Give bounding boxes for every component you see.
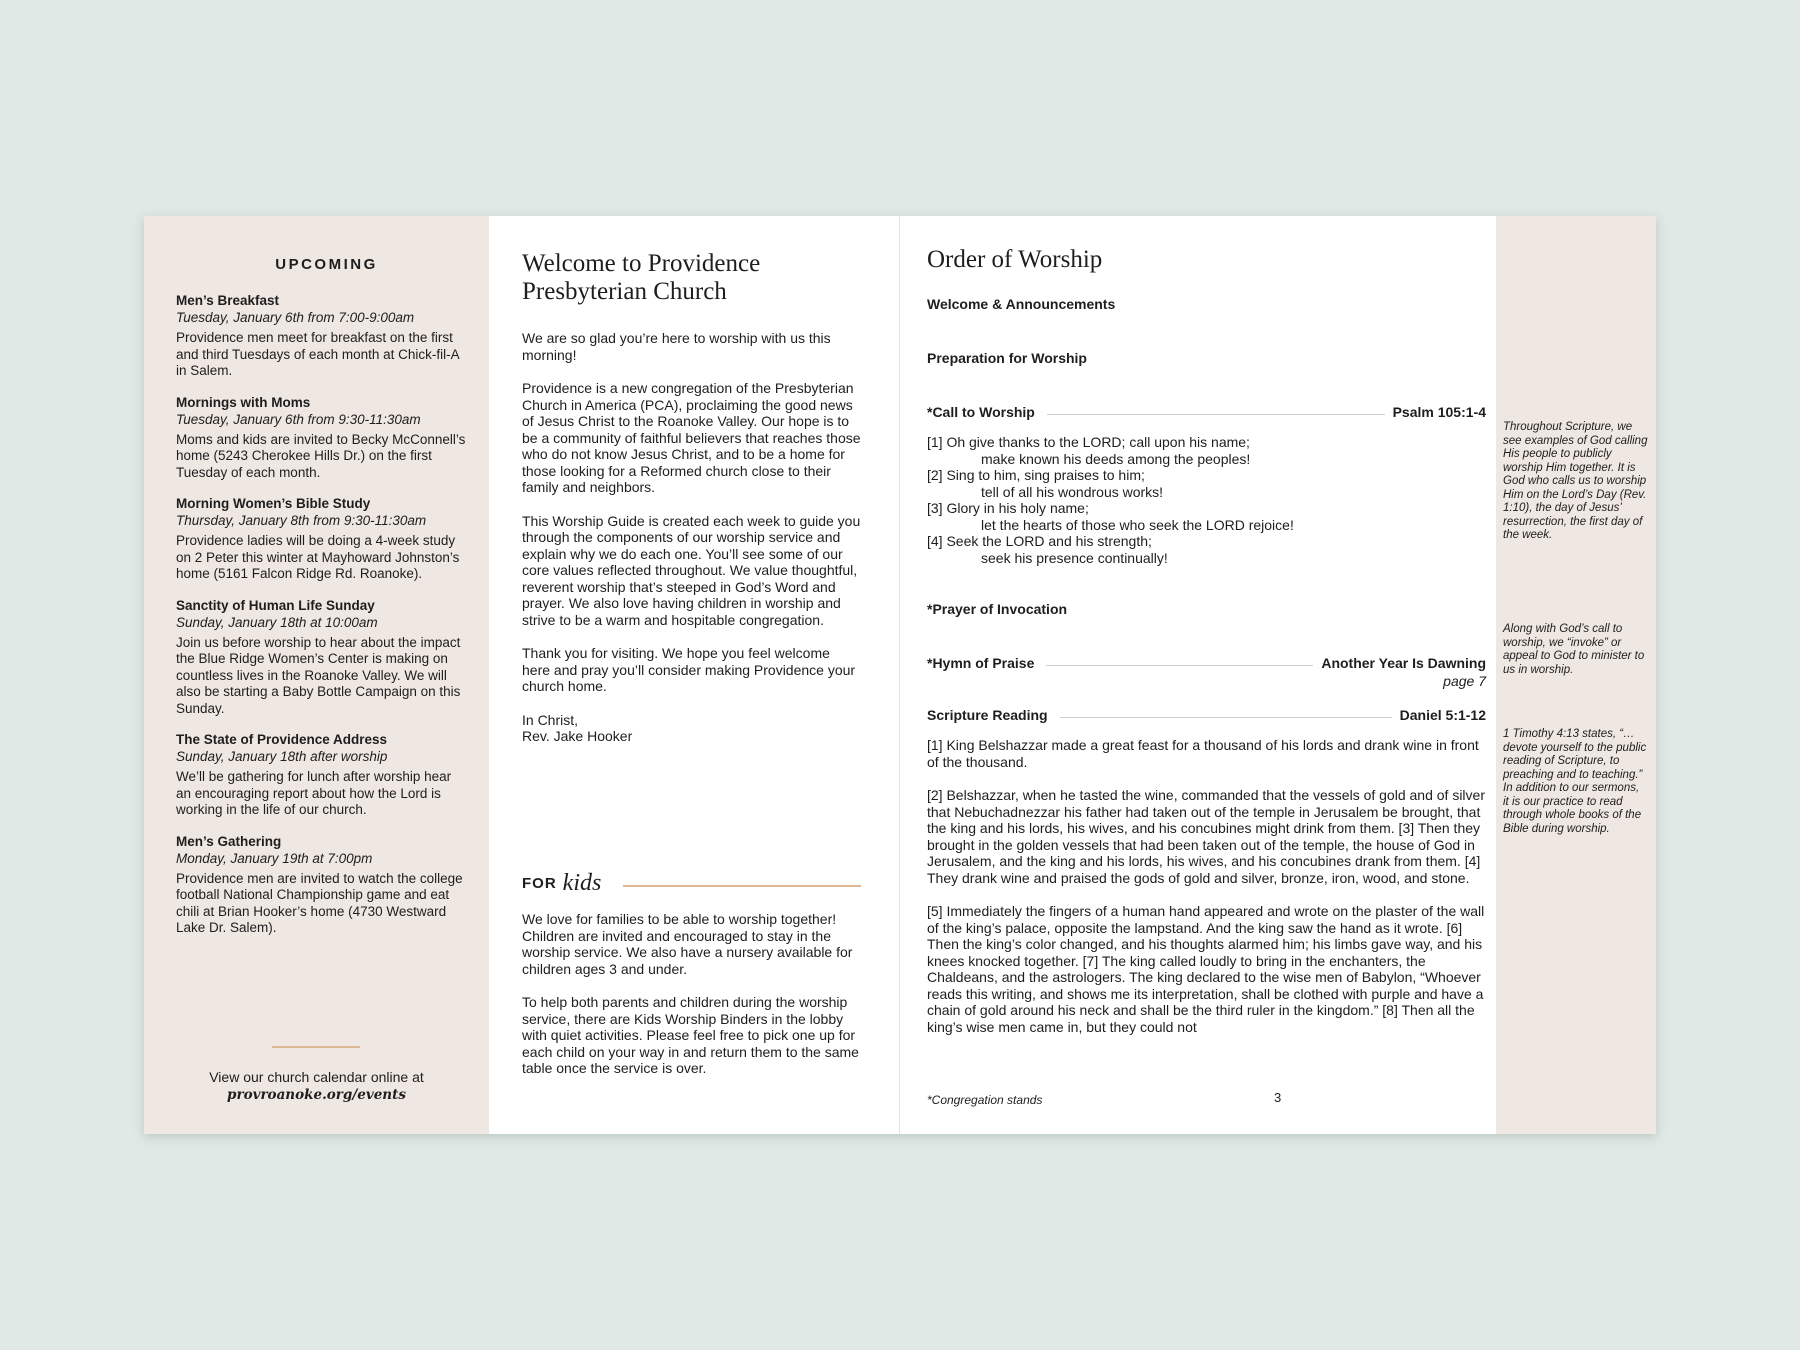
worship-item-label: Welcome & Announcements	[927, 296, 1116, 312]
worship-item-label: *Prayer of Invocation	[927, 601, 1068, 617]
reading-paragraph: [5] Immediately the fingers of a human hand appeared and wrote on the plaster of the wall of the king’s palace, opposite the lampstand. And the king saw the hand as it wrote. [6] Then the king’s color changed, and his thoughts alarmed him; his limbs gave way, and his knees knocked together. [7] The king called loudly to bring in the enchanters, the Chaldeans, and the astrologers. The king declared to the wise men of Babylon, “Whoever reads this writing, and shows me its interpretation, shall be clothed with purple and have a chain of gold around his neck and shall be the third ruler in the kingdom.” [8] Then all the king’s wise men came in, but they could not	[927, 903, 1485, 1035]
signature-text: Rev. Jake Hooker	[522, 728, 633, 744]
for-kids-heading	[522, 870, 861, 897]
worship-guide-spread	[144, 216, 1656, 1134]
event-description: Providence men meet for breakfast on the first and third Tuesdays of each month at Chick-fil-A in Salem.	[176, 330, 459, 378]
calendar-footer-text: View our church calendar online at	[209, 1069, 424, 1085]
leader-line	[1047, 414, 1385, 415]
worship-item-welcome	[927, 294, 1486, 314]
welcome-title-line1: Welcome to Providence	[522, 250, 761, 277]
hymn-title: Another Year Is Dawning	[1321, 655, 1486, 671]
scripture-reference: Psalm 105:1-4	[1392, 404, 1486, 420]
worship-item-call	[927, 402, 1486, 422]
event-description: Providence men are invited to watch the college football National Championship game and eat chili at Brian Hooker’s home (4730 Westward Lake Dr. Salem).	[176, 870, 463, 935]
event-description: We’ll be gathering for lunch after worship hear an encouraging report about how the Lord is working in the life of our church.	[176, 769, 452, 817]
worship-item-label: *Hymn of Praise	[927, 655, 1035, 671]
reading-paragraph: [1] King Belshazzar made a great feast for a thousand of his lords and drank wine in front of the thousand.	[927, 737, 1479, 770]
welcome-panel	[489, 216, 900, 1134]
congregation-stands-note: *Congregation stands	[927, 1093, 1043, 1107]
event-title: Sanctity of Human Life Sunday	[176, 597, 375, 613]
welcome-paragraph: Providence is a new congregation of the Presbyterian Church in America (PCA), proclaiming the good news of Jesus Christ to the Roanoke Valley. Our hope is to be a community of faithful believers that reaches those who do not know Jesus Christ, and to be a home for those looking for a Reformed church close to their family and neighbors.	[522, 380, 861, 495]
sidebar-note: Along with God’s call to worship, we “invoke” or appeal to God to minister to us in worship.	[1503, 623, 1645, 676]
psalm-line: [4] Seek the LORD and his strength;	[927, 533, 1152, 549]
event-date: Monday, January 19th at 7:00pm	[176, 850, 373, 866]
worship-item-invocation	[927, 599, 1486, 619]
worship-item-label: Preparation for Worship	[927, 350, 1087, 366]
psalm-line: tell of all his wondrous works!	[981, 483, 1164, 500]
kids-paragraph: We love for families to be able to worship together! Children are invited and encouraged to stay in the worship service. We also have a nursery available for children ages 3 and under.	[522, 911, 853, 977]
welcome-signoff	[522, 712, 861, 745]
event-date: Tuesday, January 6th from 9:30-11:30am	[176, 411, 421, 427]
welcome-paragraph: Thank you for visiting. We hope you feel welcome here and pray you’ll consider making Providence your church home.	[522, 645, 856, 694]
psalm-line: let the hearts of those who seek the LORD rejoice!	[981, 516, 1294, 533]
kids-for-label: FOR	[522, 875, 557, 892]
hymn-page: page 7	[1443, 673, 1486, 689]
worship-item-preparation	[927, 348, 1486, 368]
event-item	[176, 293, 469, 380]
psalm-line: [1] Oh give thanks to the LORD; call upon his name;	[927, 434, 1250, 450]
page-footer	[927, 1091, 1486, 1133]
event-item	[176, 598, 469, 718]
welcome-title-line2: Presbyterian Church	[522, 278, 727, 305]
accent-divider	[272, 1046, 360, 1048]
upcoming-panel	[144, 216, 489, 1134]
welcome-paragraph: We are so glad you’re here to worship with us this morning!	[522, 330, 831, 363]
sidebar-note: 1 Timothy 4:13 states, “…devote yourself to the public reading of Scripture, to preaching and to teaching.” In addition to our sermons, it is our practice to read through whole books of the Bible during worship.	[1503, 728, 1647, 835]
leader-line	[1060, 717, 1392, 718]
event-date: Sunday, January 18th at 10:00am	[176, 614, 378, 630]
accent-divider	[623, 885, 861, 887]
event-title: Men’s Breakfast	[176, 293, 280, 308]
worship-item-label: *Call to Worship	[927, 404, 1035, 420]
worship-item-hymn	[927, 653, 1486, 673]
event-date: Tuesday, January 6th from 7:00-9:00am	[176, 310, 415, 325]
scripture-reading-text	[927, 737, 1486, 1035]
welcome-paragraph: This Worship Guide is created each week to guide you through the components of our worship service and explain why we do each one. You’ll see some of our core values reflected throughout. We value thoughtful, reverent worship that’s steeped in God’s Word and prayer. We also love having children in worship and strive to be a warm and hospitable congregation.	[522, 512, 861, 628]
order-title: Order of Worship	[927, 246, 1103, 273]
notes-sidebar	[1496, 216, 1656, 1134]
kids-section	[522, 911, 869, 1094]
signoff-text: In Christ,	[522, 711, 579, 728]
psalm-line: [2] Sing to him, sing praises to him;	[927, 467, 1145, 483]
event-date: Thursday, January 8th from 9:30-11:30am	[176, 513, 427, 528]
psalm-line: [3] Glory in his holy name;	[927, 500, 1089, 516]
event-title: Morning Women’s Bible Study	[176, 496, 371, 511]
calendar-link[interactable]: provroanoke.org/events	[227, 1087, 406, 1103]
event-item	[176, 395, 469, 482]
reading-paragraph: [2] Belshazzar, when he tasted the wine, commanded that the vessels of gold and of silver that Nebuchadnezzar his father had taken out of the temple in Jerusalem be brought, that the king and his lords, his wives, and his concubines might drink from them. [3] Then they brought in the golden vessels that had been taken out of the temple, the house of God in Jerusalem, and the king and his lords, his wives, and his concubines drank from them. [4] They drank wine and praised the gods of gold and silver, bronze, iron, wood, and stone.	[927, 787, 1485, 886]
upcoming-title: UPCOMING	[275, 256, 378, 273]
psalm-line: seek his presence continually!	[981, 549, 1168, 566]
kids-paragraph: To help both parents and children during the worship service, there are Kids Worship Binders in the lobby with quiet activities. Please feel free to pick one up for each child on your way in and return them to the same table once the service is over.	[522, 994, 859, 1076]
event-description: Moms and kids are invited to Becky McConnell’s home (5243 Cherokee Hills Dr.) on the first Tuesday of each month.	[176, 431, 466, 480]
page-number: 3	[1274, 1090, 1282, 1105]
calendar-footer	[144, 1068, 489, 1104]
welcome-title	[522, 250, 861, 306]
order-of-worship-panel	[900, 216, 1496, 1134]
event-item	[176, 834, 469, 937]
event-title: Men’s Gathering	[176, 833, 282, 849]
leader-line	[1046, 665, 1313, 666]
scripture-reference: Daniel 5:1-12	[1399, 707, 1486, 723]
event-title: Mornings with Moms	[176, 394, 311, 410]
event-date: Sunday, January 18th after worship	[176, 749, 388, 764]
event-item	[176, 732, 469, 819]
kids-label: kids	[562, 870, 602, 896]
event-item	[176, 496, 469, 583]
sidebar-note: Throughout Scripture, we see examples of God calling His people to publicly worship Him together. It is God who calls us to worship Him on the Lord’s Day (Rev. 1:10), the day of Jesus’ resurrection, the first day of the week.	[1503, 421, 1648, 541]
event-description: Providence ladies will be doing a 4-week study on 2 Peter this winter at Mayhoward Johnston’s home (5161 Falcon Ridge Rd. Roanoke).	[176, 533, 460, 581]
event-title: The State of Providence Address	[176, 732, 388, 747]
worship-item-reading	[927, 705, 1486, 725]
event-description: Join us before worship to hear about the impact the Blue Ridge Women’s Center is making on countless lives in the Roanoke Valley. We will also be starting a Baby Bottle Campaign on this Sunday.	[176, 634, 461, 716]
worship-item-label: Scripture Reading	[927, 707, 1048, 723]
psalm-line: make known his deeds among the peoples!	[981, 450, 1251, 467]
psalm-text	[927, 434, 1486, 566]
